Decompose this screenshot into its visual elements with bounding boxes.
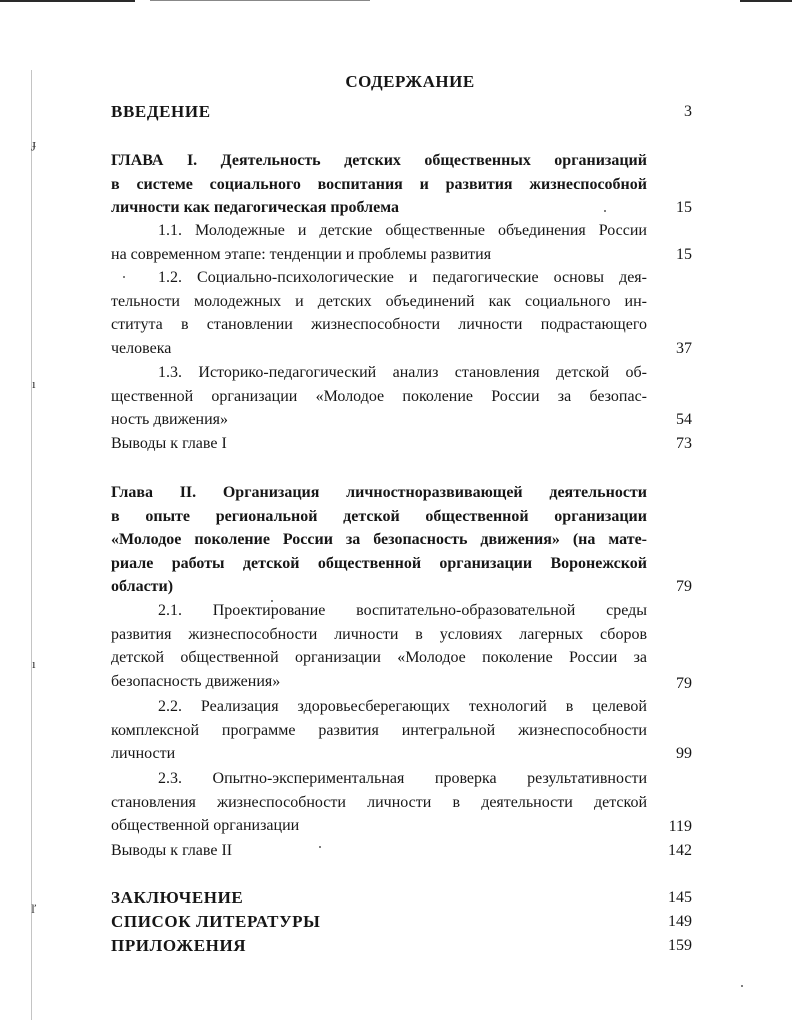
toc-line: становления жизнеспособности личности в деятельности детской xyxy=(111,793,647,811)
toc-entry-conclusions-2[interactable] xyxy=(111,839,647,863)
toc-line: личности xyxy=(111,745,176,762)
scan-edge-top-right xyxy=(740,0,792,2)
toc-line: общественной организации xyxy=(111,817,300,834)
toc-section-2-3-page: 119 xyxy=(668,818,692,835)
toc-section-2-1-page: 79 xyxy=(676,675,692,692)
scan-edge-top xyxy=(0,0,135,2)
toc-line: 2.1. Проектирование воспитательно-образовательной среды xyxy=(158,602,647,619)
toc-line: Выводы к главе II xyxy=(111,842,233,859)
toc-line: 1.1. Молодежные и детские общественные объединения России xyxy=(158,222,647,239)
toc-line: личности как педагогическая проблема xyxy=(111,199,400,216)
toc-entry-chapter-2[interactable] xyxy=(111,481,647,599)
scan-mark-3: ı xyxy=(32,656,36,671)
toc-references-page: 149 xyxy=(668,913,692,930)
toc-section-2-2-page: 99 xyxy=(676,745,692,762)
scan-mark-2: ı xyxy=(32,376,36,391)
toc-line: Глава II. Организация личностноразвивающей деятельности xyxy=(111,484,647,501)
toc-entry-conclusions-1[interactable] xyxy=(111,432,647,456)
toc-line: щественной организации «Молодое поколение России за безопас- xyxy=(111,387,647,405)
toc-line: детской общественной организации «Молодое поколение России за xyxy=(111,649,647,666)
toc-entry-references[interactable] xyxy=(111,910,647,934)
toc-line: области) xyxy=(111,578,174,595)
toc-entry-section-1-3[interactable] xyxy=(111,361,647,432)
toc-line: ГЛАВА I. Деятельность детских общественных организаций xyxy=(111,152,647,169)
toc-chapter-1-page: 15 xyxy=(676,199,692,216)
toc-intro-label: ВВЕДЕНИЕ xyxy=(111,102,211,121)
page-title: СОДЕРЖАНИЕ xyxy=(345,72,475,91)
toc-entry-conclusion[interactable] xyxy=(111,886,647,910)
toc-appendices-label: ПРИЛОЖЕНИЯ xyxy=(111,936,247,955)
toc-entry-section-2-1[interactable] xyxy=(111,599,647,693)
toc-entry-section-2-3[interactable] xyxy=(111,767,647,838)
toc-appendices-page: 159 xyxy=(668,937,692,954)
toc-section-1-1-page: 15 xyxy=(676,246,692,263)
scan-mark-1: ɟ xyxy=(32,136,37,151)
toc-entry-section-1-1[interactable] xyxy=(111,219,647,266)
toc-line: 1.3. Историко-педагогический анализ становления детской об- xyxy=(158,364,647,381)
toc-line: ность движения» xyxy=(111,411,229,428)
toc-line: безопасность движения» xyxy=(111,672,281,690)
toc-line: ститута в становлении жизнеспособности личности подрастающего xyxy=(111,316,647,333)
toc-intro-page: 3 xyxy=(684,103,692,120)
toc-entry-section-1-2[interactable] xyxy=(111,266,647,360)
toc-references-label: СПИСОК ЛИТЕРАТУРЫ xyxy=(111,912,321,931)
toc-line: человека xyxy=(111,339,172,357)
toc-entry-appendices[interactable] xyxy=(111,934,647,958)
toc-line: в системе социального воспитания и развития жизнеспособной xyxy=(111,175,647,193)
toc-section-1-3-page: 54 xyxy=(676,411,692,428)
toc-chapter-2-page: 79 xyxy=(676,578,692,595)
scan-edge-left xyxy=(31,70,32,1020)
toc-line: 2.2. Реализация здоровьесберегающих технологий в целевой xyxy=(158,698,647,715)
scan-speck-5 xyxy=(741,985,743,987)
toc-conclusion-label: ЗАКЛЮЧЕНИЕ xyxy=(111,888,244,907)
toc-conclusions-2-page: 142 xyxy=(668,842,692,859)
toc-line: развития жизнеспособности личности в условиях лагерных сборов xyxy=(111,625,647,643)
toc-conclusion-page: 145 xyxy=(668,889,692,906)
toc-section-1-2-page: 37 xyxy=(676,340,692,357)
toc-conclusions-1-page: 73 xyxy=(676,435,692,452)
toc-line: в опыте региональной детской общественной организации xyxy=(111,507,647,525)
toc-line: 1.2. Социально-психологические и педагогические основы дея- xyxy=(158,269,647,286)
toc-entry-chapter-1[interactable] xyxy=(111,149,647,220)
toc-entry-intro[interactable] xyxy=(111,100,647,124)
toc-entry-section-2-2[interactable] xyxy=(111,695,647,766)
toc-line: риале работы детской общественной организации Воронежской xyxy=(111,554,647,572)
toc-line: тельности молодежных и детских объединений как социального ин- xyxy=(111,292,647,310)
toc-line: 2.3. Опытно-экспериментальная проверка результативности xyxy=(158,770,647,787)
scan-edge-top-mid xyxy=(150,0,370,1)
toc-line: Выводы к главе I xyxy=(111,435,227,452)
toc-line: на современном этапе: тенденции и проблемы развития xyxy=(111,245,492,263)
toc-line: «Молодое поколение России за безопасность движения» (на мате- xyxy=(111,531,647,548)
toc-line: комплексной программе развития интегральной жизнеспособности xyxy=(111,721,647,739)
scan-mark-4: ľ xyxy=(31,901,37,916)
